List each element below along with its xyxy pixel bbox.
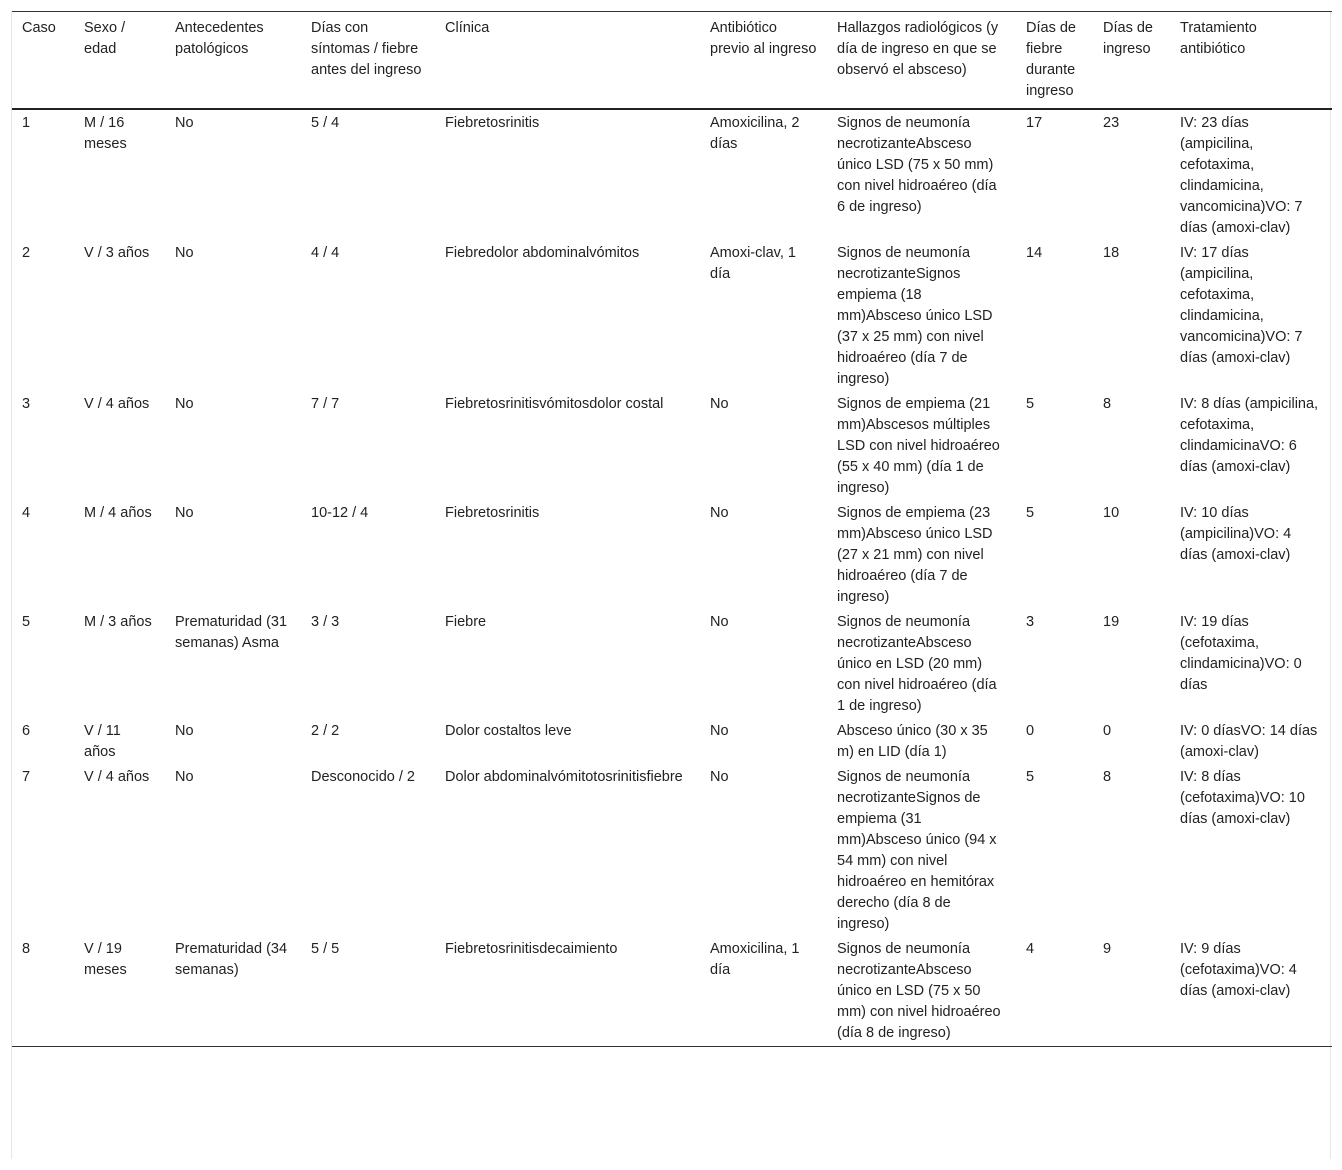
table-row [12, 501, 1332, 610]
cell-caso: 2 [22, 245, 31, 261]
cell-clinica: Fiebretosrinitis [445, 115, 540, 131]
header-dias-fiebre: Días de fiebre durante ingreso [1026, 20, 1076, 99]
cell-antibiotico-previo: No [710, 505, 729, 521]
cell-dias-sintomas: 7 / 7 [311, 396, 340, 412]
header-sexo-edad: Sexo / edad [84, 20, 126, 57]
cell-dias-fiebre: 17 [1026, 115, 1043, 131]
header-antibiotico-previo: Antibiótico previo al ingreso [710, 20, 817, 57]
cell-sexo-edad: V / 4 años [84, 769, 150, 785]
cell-hallazgos: Signos de empiema (21 mm)Abscesos múltiples LSD con nivel hidroaéreo (55 x 40 mm) (día 1 de ingreso) [837, 396, 1000, 496]
cell-dias-sintomas: 4 / 4 [311, 245, 340, 261]
cell-antecedentes: Prematuridad (34 semanas) [175, 941, 288, 978]
cell-sexo-edad: M / 3 años [84, 614, 152, 630]
cell-antibiotico-previo: No [710, 769, 729, 785]
cell-tratamiento: IV: 10 días (ampicilina)VO: 4 días (amoxi-clav) [1180, 505, 1292, 563]
cell-caso: 7 [22, 769, 31, 785]
header-clinica: Clínica [445, 20, 490, 36]
table-row [12, 765, 1332, 937]
cell-hallazgos: Signos de neumonía necrotizanteAbsceso único en LSD (20 mm) con nivel hidroaéreo (día 1 de ingreso) [837, 614, 997, 714]
cell-dias-ingreso: 23 [1103, 115, 1120, 131]
cell-hallazgos: Signos de neumonía necrotizanteAbsceso único en LSD (75 x 50 mm) con nivel hidroaéreo (día 8 de ingreso) [837, 941, 1001, 1041]
cell-dias-ingreso: 19 [1103, 614, 1120, 630]
cell-sexo-edad: V / 11 años [84, 723, 121, 760]
cell-dias-fiebre: 5 [1026, 769, 1035, 785]
cell-caso: 4 [22, 505, 31, 521]
table-row [12, 109, 1332, 241]
cell-caso: 6 [22, 723, 31, 739]
cell-dias-sintomas: 2 / 2 [311, 723, 340, 739]
cell-dias-ingreso: 9 [1103, 941, 1112, 957]
cell-sexo-edad: V / 19 meses [84, 941, 127, 978]
cell-antibiotico-previo: No [710, 396, 729, 412]
header-tratamiento: Tratamiento antibiótico [1180, 20, 1257, 57]
header-caso: Caso [22, 20, 56, 36]
cell-dias-sintomas: 5 / 4 [311, 115, 340, 131]
cell-caso: 3 [22, 396, 31, 412]
cases-table [12, 11, 1332, 1047]
header-dias-ingreso: Días de ingreso [1103, 20, 1153, 57]
cell-sexo-edad: V / 4 años [84, 396, 150, 412]
cell-dias-fiebre: 5 [1026, 396, 1035, 412]
cell-dias-ingreso: 8 [1103, 396, 1112, 412]
cell-clinica: Fiebre [445, 614, 487, 630]
cell-antecedentes: Prematuridad (31 semanas) Asma [175, 614, 288, 651]
cell-tratamiento: IV: 19 días (cefotaxima, clindamicina)VO: 0 días [1180, 614, 1302, 693]
cell-antecedentes: No [175, 769, 194, 785]
cell-tratamiento: IV: 17 días (ampicilina, cefotaxima, clindamicina, vancomicina)VO: 7 días (amoxi-clav) [1180, 245, 1303, 366]
header-row [12, 12, 1332, 110]
cell-dias-ingreso: 10 [1103, 505, 1120, 521]
header-dias-sintomas: Días con síntomas / fiebre antes del ingreso [311, 20, 422, 78]
cell-tratamiento: IV: 8 días (ampicilina, cefotaxima, clindamicinaVO: 6 días (amoxi-clav) [1180, 396, 1319, 475]
cell-clinica: Fiebretosrinitis [445, 505, 540, 521]
cell-dias-fiebre: 4 [1026, 941, 1035, 957]
cell-dias-ingreso: 0 [1103, 723, 1112, 739]
cell-clinica: Fiebretosrinitisdecaimiento [445, 941, 618, 957]
cell-antecedentes: No [175, 245, 194, 261]
cell-antibiotico-previo: Amoxicilina, 1 día [710, 941, 800, 978]
cell-caso: 5 [22, 614, 31, 630]
cell-dias-fiebre: 14 [1026, 245, 1043, 261]
cell-antibiotico-previo: Amoxicilina, 2 días [710, 115, 800, 152]
cell-dias-fiebre: 0 [1026, 723, 1035, 739]
cell-antecedentes: No [175, 723, 194, 739]
cell-antecedentes: No [175, 396, 194, 412]
table-row [12, 719, 1332, 765]
cell-clinica: Dolor costaltos leve [445, 723, 572, 739]
cell-tratamiento: IV: 23 días (ampicilina, cefotaxima, clindamicina, vancomicina)VO: 7 días (amoxi-clav) [1180, 115, 1303, 236]
table-row [12, 610, 1332, 719]
cell-sexo-edad: M / 16 meses [84, 115, 127, 152]
cell-caso: 8 [22, 941, 31, 957]
cell-clinica: Dolor abdominalvómitotosrinitisfiebre [445, 769, 683, 785]
cell-dias-fiebre: 5 [1026, 505, 1035, 521]
cell-sexo-edad: M / 4 años [84, 505, 152, 521]
cell-tratamiento: IV: 0 díasVO: 14 días (amoxi-clav) [1180, 723, 1318, 760]
cell-dias-sintomas: 10-12 / 4 [311, 505, 369, 521]
cell-antecedentes: No [175, 115, 194, 131]
cell-dias-sintomas: 5 / 5 [311, 941, 340, 957]
cell-clinica: Fiebretosrinitisvómitosdolor costal [445, 396, 664, 412]
table-row [12, 241, 1332, 392]
cell-dias-sintomas: Desconocido / 2 [311, 769, 415, 785]
table-row [12, 937, 1332, 1047]
cell-antecedentes: No [175, 505, 194, 521]
header-hallazgos: Hallazgos radiológicos (y día de ingreso en que se observó el absceso) [837, 20, 999, 78]
cell-dias-ingreso: 8 [1103, 769, 1112, 785]
cell-antibiotico-previo: No [710, 614, 729, 630]
cell-hallazgos: Signos de neumonía necrotizanteSignos empiema (18 mm)Absceso único LSD (37 x 25 mm) con nivel hidroaéreo (día 7 de ingreso) [837, 245, 993, 387]
cell-dias-ingreso: 18 [1103, 245, 1120, 261]
cell-dias-sintomas: 3 / 3 [311, 614, 340, 630]
cell-hallazgos: Signos de neumonía necrotizanteAbsceso único LSD (75 x 50 mm) con nivel hidroaéreo (día 6 de ingreso) [837, 115, 997, 215]
cell-hallazgos: Signos de neumonía necrotizanteSignos de empiema (31 mm)Absceso único (94 x 54 mm) con nivel hidroaéreo en hemitórax derecho (día 8 de ingreso) [837, 769, 997, 932]
header-antecedentes: Antecedentes patológicos [175, 20, 264, 57]
cell-antibiotico-previo: No [710, 723, 729, 739]
cell-sexo-edad: V / 3 años [84, 245, 150, 261]
cell-caso: 1 [22, 115, 31, 131]
cell-hallazgos: Absceso único (30 x 35 m) en LID (día 1) [837, 723, 988, 760]
cell-tratamiento: IV: 8 días (cefotaxima)VO: 10 días (amoxi-clav) [1180, 769, 1305, 827]
cell-dias-fiebre: 3 [1026, 614, 1035, 630]
cell-antibiotico-previo: Amoxi-clav, 1 día [710, 245, 796, 282]
cell-hallazgos: Signos de empiema (23 mm)Absceso único LSD (27 x 21 mm) con nivel hidroaéreo (día 7 de ingreso) [837, 505, 993, 605]
table-container [11, 11, 1331, 1159]
cell-clinica: Fiebredolor abdominalvómitos [445, 245, 640, 261]
cell-tratamiento: IV: 9 días (cefotaxima)VO: 4 días (amoxi-clav) [1180, 941, 1297, 999]
table-row [12, 392, 1332, 501]
